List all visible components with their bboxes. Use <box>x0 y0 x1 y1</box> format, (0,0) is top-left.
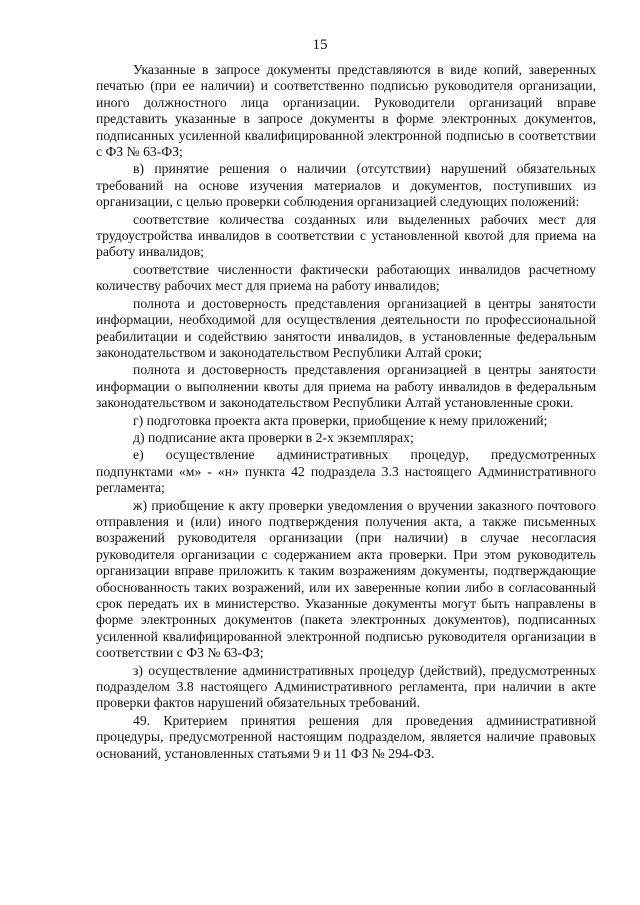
paragraph-employment-info: полнота и достоверность представления организацией в центры занятости информации, необходимой для осуществления деятельности по профессиональной реабилитации и содействию занятости инвалидов, в установленные федеральным законодательством и законодательством Республики Алтай сроки; <box>96 295 596 360</box>
paragraph-quota-jobs: соответствие количества созданных или выделенных рабочих мест для трудоустройства инвалидов в соответствии с установленной квотой для приема на работу инвалидов; <box>96 211 596 260</box>
paragraph-item-v: в) принятие решения о наличии (отсутствии) нарушений обязательных требований на основе изучения материалов и документов, поступивших из организации, с целью проверки соблюдения организацией следующих положений: <box>96 161 596 210</box>
page-number: 15 <box>312 37 328 53</box>
paragraph-item-zh: ж) приобщение к акту проверки уведомления о вручении заказного почтового отправления и (или) иного подтверждения получения акта, а также письменных возражений руководителя организации (при наличии) в случае несогласия руководителя организации с содержанием акта проверки. При этом руководитель организации вправе приложить к таким возражениям документы, подтверждающие обоснованность таких возражений, или их заверенные копии либо в согласованный срок передать их в министерство. Указанные документы могут быть направлены в форме электронных документов (пакета электронных документов), подписанных усиленной квалифицированной электронной подписью руководителя организации в соответствии с ФЗ № 63-ФЗ; <box>96 497 596 661</box>
paragraph-item-e: е) осуществление административных процедур, предусмотренных подпунктами «м» - «н» пункта 42 подраздела 3.3 настоящего Административного регламента; <box>96 447 596 496</box>
paragraph-quota-info: полнота и достоверность представления организацией в центры занятости информации о выполнении квоты для приема на работу инвалидов в федеральным законодательством и законодательством Республики Алтай установленные сроки. <box>96 362 596 411</box>
paragraph-item-d: д) подписание акта проверки в 2-х экземплярах; <box>133 429 414 445</box>
paragraph-point-49: 49. Критерием принятия решения для проведения административной процедуры, предусмотренной настоящим подразделом, является наличие правовых оснований, установленных статьями 9 и 11 ФЗ № 294-ФЗ. <box>96 712 596 761</box>
document-body <box>96 62 596 763</box>
paragraph-disabled-employees: соответствие численности фактически работающих инвалидов расчетному количеству рабочих мест для приема на работу инвалидов; <box>96 261 596 294</box>
paragraph-item-z: з) осуществление административных процедур (действий), предусмотренных подразделом 3.8 настоящего Административного регламента, при наличии в акте проверки фактов нарушений обязательных требований. <box>96 662 596 711</box>
paragraph-documents-copies: Указанные в запросе документы представляются в виде копий, заверенных печатью (при ее наличии) и соответственно подписью руководителя организации, иного должностного лица организации. Руководители организаций вправе представить указанные в запросе документы в форме электронных документов, подписанных усиленной квалифицированной электронной подписью в соответствии с ФЗ № 63-ФЗ; <box>96 62 596 160</box>
paragraph-item-g: г) подготовка проекта акта проверки, приобщение к нему приложений; <box>133 412 548 428</box>
